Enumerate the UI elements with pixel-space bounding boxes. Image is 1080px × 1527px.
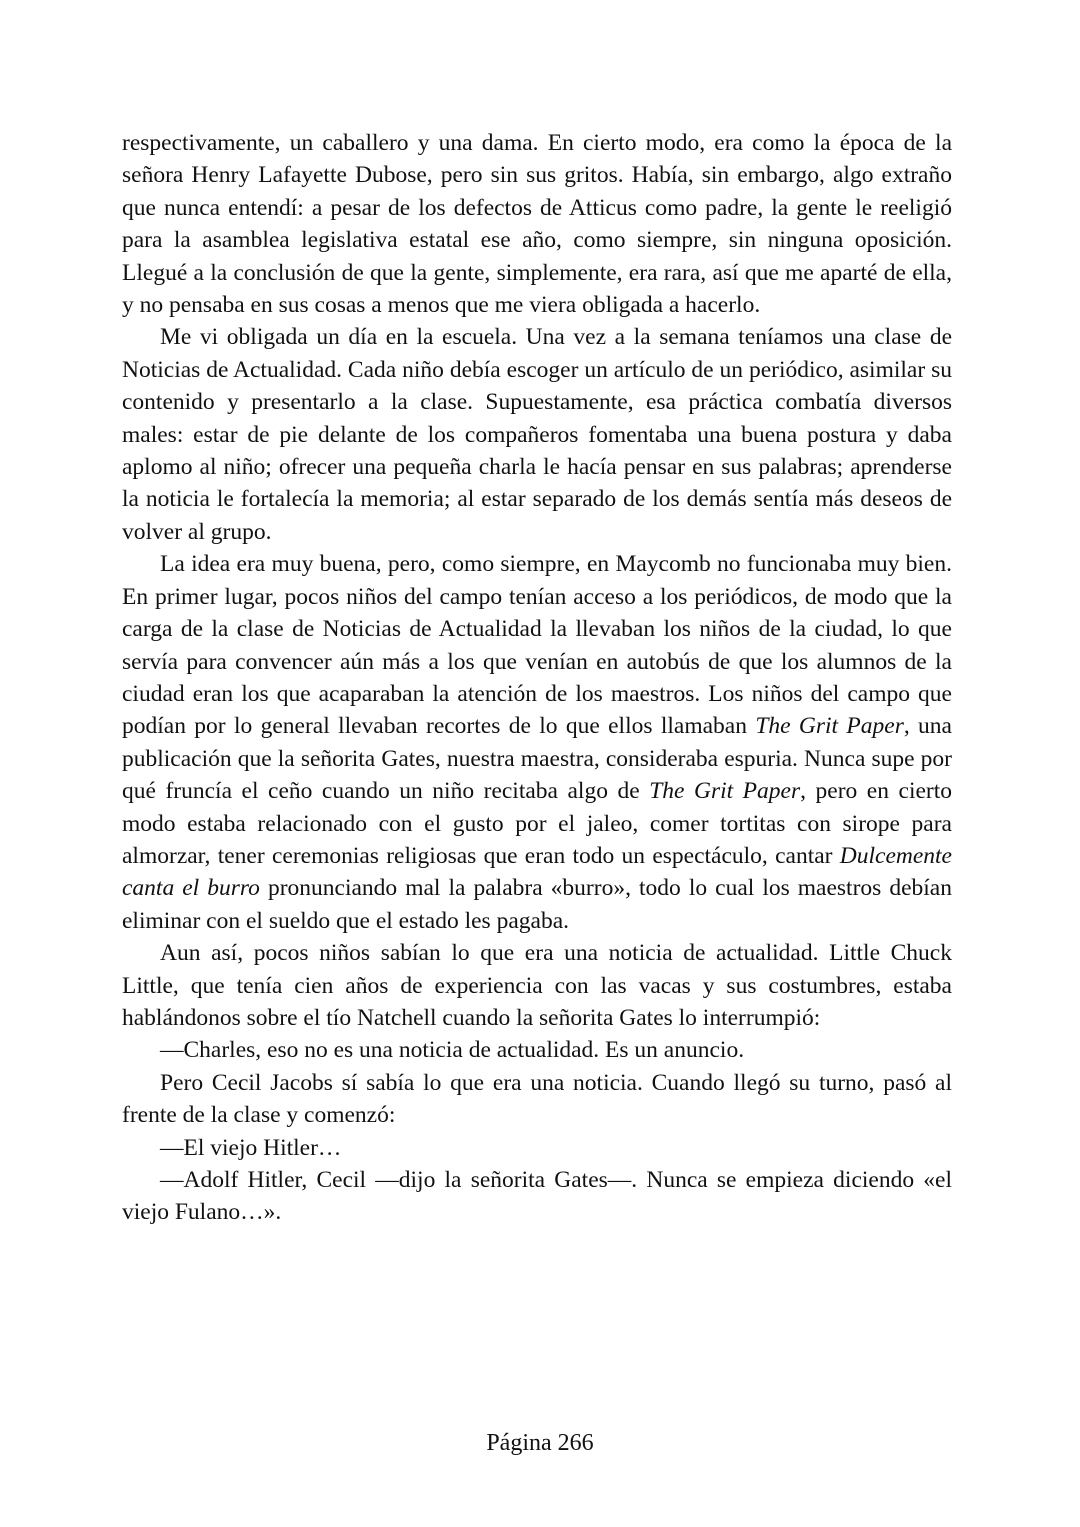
paragraph xyxy=(122,321,952,548)
italic-text-run: The Grit Paper xyxy=(755,713,904,740)
paragraph xyxy=(122,1132,952,1164)
text-run: respectivamente, un caballero y una dama. En cierto modo, era como la época de la señora Henry Lafayette Dubose, pero sin sus gritos. Había, sin embargo, algo extraño que nunca entendí: a pesar de los defectos de Atticus como padre, la gente le reeligió para la asamblea legislativa estatal ese año, como siempre, sin ninguna oposición. Llegué a la conclusión de que la gente, simplemente, era rara, así que me aparté de ella, y no pensaba en sus cosas a menos que me viera obligada a hacerlo. xyxy=(122,130,952,319)
text-run: , pero en cierto modo estaba relacionado con el gusto por el jaleo, comer tortitas con sirope para almorzar, tener ceremonias religiosas que eran todo un espectáculo, cantar xyxy=(122,778,953,869)
text-run: —El viejo Hitler… xyxy=(160,1134,342,1161)
text-run: , una publicación que la señorita Gates, nuestra maestra, consideraba espuria. Nunca supe por qué fruncía el ceño cuando un niño recitaba algo de xyxy=(122,713,952,805)
text-run: Me vi obligada un día en la escuela. Una vez a la semana teníamos una clase de Noticias de Actualidad. Cada niño debía escoger un artículo de un periódico, asimilar su contenido y presentarlo a la clase. Supuestamente, esa práctica combatía diversos males: estar de pie delante de los compañeros fomentaba una buena postura y daba aplomo al niño; ofrecer una pequeña charla le hacía pensar en sus palabras; aprenderse la noticia le fortalecía la memoria; al estar separado de los demás sentía más deseos de volver al grupo. xyxy=(122,324,952,545)
paragraph xyxy=(122,937,952,1034)
paragraph xyxy=(122,1034,952,1066)
text-run: pronunciando mal la palabra «burro», todo lo cual los maestros debían eliminar con el sueldo que el estado les pagaba. xyxy=(122,875,952,934)
paragraph xyxy=(122,1164,952,1229)
page-number: Página 266 xyxy=(486,1430,594,1456)
text-run: La idea era muy buena, pero, como siempre, en Maycomb no funcionaba muy bien. En primer lugar, pocos niños del campo tenían acceso a los periódicos, de modo que la carga de la clase de Noticias de Actualidad la llevaban los niños de la ciudad, lo que servía para convencer aún más a los que venían en autobús de que los alumnos de la ciudad eran los que acaparaban la atención de los maestros. Los niños del campo que podían por lo general llevaban recortes de lo que ellos llamaban xyxy=(122,551,952,740)
paragraph xyxy=(122,548,952,937)
paragraph xyxy=(122,1067,952,1132)
italic-text-run: The Grit Paper xyxy=(649,778,801,805)
page-text xyxy=(122,127,952,1229)
paragraph xyxy=(122,127,952,321)
text-run: —Adolf Hitler, Cecil —dijo la señorita Gates—. Nunca se empieza diciendo «el viejo Fulano…». xyxy=(122,1167,952,1226)
text-run: —Charles, eso no es una noticia de actualidad. Es un anuncio. xyxy=(160,1037,745,1064)
text-run: Pero Cecil Jacobs sí sabía lo que era una noticia. Cuando llegó su turno, pasó al frente de la clase y comenzó: xyxy=(122,1069,952,1129)
text-run: Aun así, pocos niños sabían lo que era una noticia de actualidad. Little Chuck Little, que tenía cien años de experiencia con las vacas y sus costumbres, estaba hablándonos sobre el tío Natchell cuando la señorita Gates lo interrumpió: xyxy=(122,940,952,1031)
italic-text-run: Dulcemente canta el burro xyxy=(122,842,952,902)
